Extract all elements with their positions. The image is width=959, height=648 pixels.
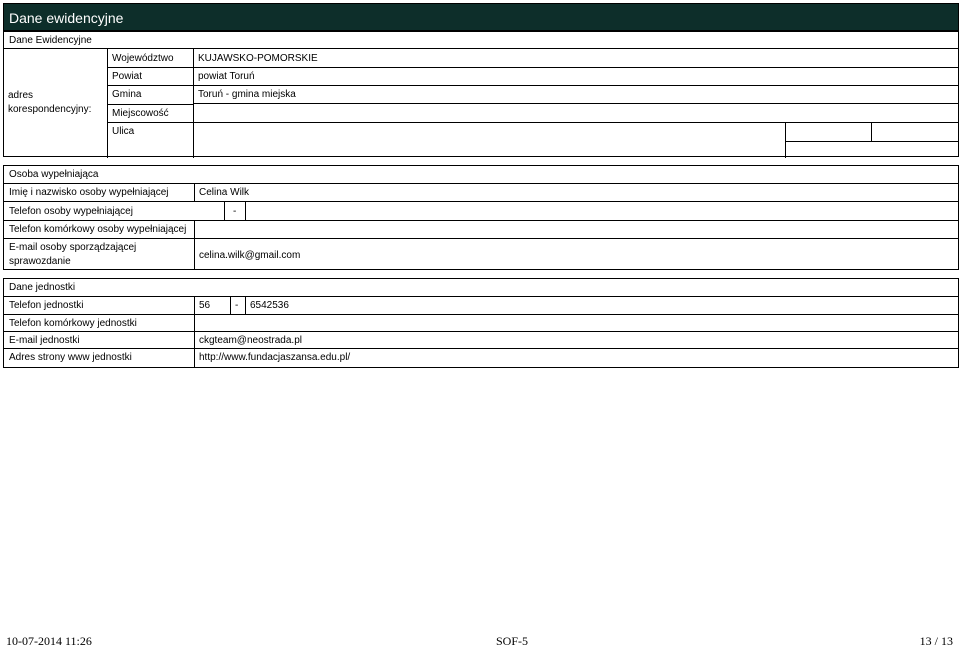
unit-www-label: Adres strony www jednostki <box>9 352 132 363</box>
jednostka-section <box>3 278 959 368</box>
field-label-powiat: Powiat <box>112 71 143 82</box>
footer-form-code: SOF-5 <box>496 634 529 648</box>
footer-timestamp: 10-07-2014 11:26 <box>6 634 92 648</box>
page-title: Dane ewidencyjne <box>9 10 124 26</box>
phone-separator: - <box>233 206 237 217</box>
footer-page-number: 13 / 13 <box>919 634 953 648</box>
mobile-label: Telefon komórkowy osoby wypełniającej <box>9 224 187 235</box>
page-header <box>3 3 959 31</box>
field-value-powiat: powiat Toruń <box>198 71 255 82</box>
osoba-section <box>3 165 959 270</box>
phone-label: Telefon osoby wypełniającej <box>9 206 133 217</box>
field-label-gmina: Gmina <box>112 89 142 100</box>
email-label-line2: sprawozdanie <box>9 256 71 267</box>
address-label: adres <box>8 90 34 101</box>
email-value: celina.wilk@gmail.com <box>199 250 301 261</box>
unit-phone-number: 6542536 <box>250 300 289 311</box>
field-label-miejscowosc: Miejscowość <box>112 108 169 119</box>
unit-phone-separator: - <box>235 300 239 311</box>
address-label-line2: korespondencyjny: <box>8 104 92 115</box>
ewidencja-section-title: Dane Ewidencyjne <box>9 35 92 46</box>
name-label: Imię i nazwisko osoby wypełniającej <box>9 187 169 198</box>
unit-www-value: http://www.fundacjaszansa.edu.pl/ <box>199 352 351 363</box>
unit-email-label: E-mail jednostki <box>9 335 80 346</box>
name-value: Celina Wilk <box>199 187 250 198</box>
unit-email-value: ckgteam@neostrada.pl <box>199 335 302 346</box>
jednostka-section-title: Dane jednostki <box>9 282 76 293</box>
unit-phone-label: Telefon jednostki <box>9 300 84 311</box>
osoba-section-title: Osoba wypełniająca <box>9 169 99 180</box>
unit-mobile-label: Telefon komórkowy jednostki <box>9 318 137 329</box>
field-value-wojewodztwo: KUJAWSKO-POMORSKIE <box>198 53 318 64</box>
field-label-wojewodztwo: Województwo <box>112 53 174 64</box>
page-footer <box>0 628 959 648</box>
unit-phone-prefix: 56 <box>199 300 211 311</box>
field-value-gmina: Toruń - gmina miejska <box>198 89 296 100</box>
email-label: E-mail osoby sporządzającej <box>9 242 137 253</box>
field-label-ulica: Ulica <box>112 126 135 137</box>
address-table <box>3 48 959 157</box>
